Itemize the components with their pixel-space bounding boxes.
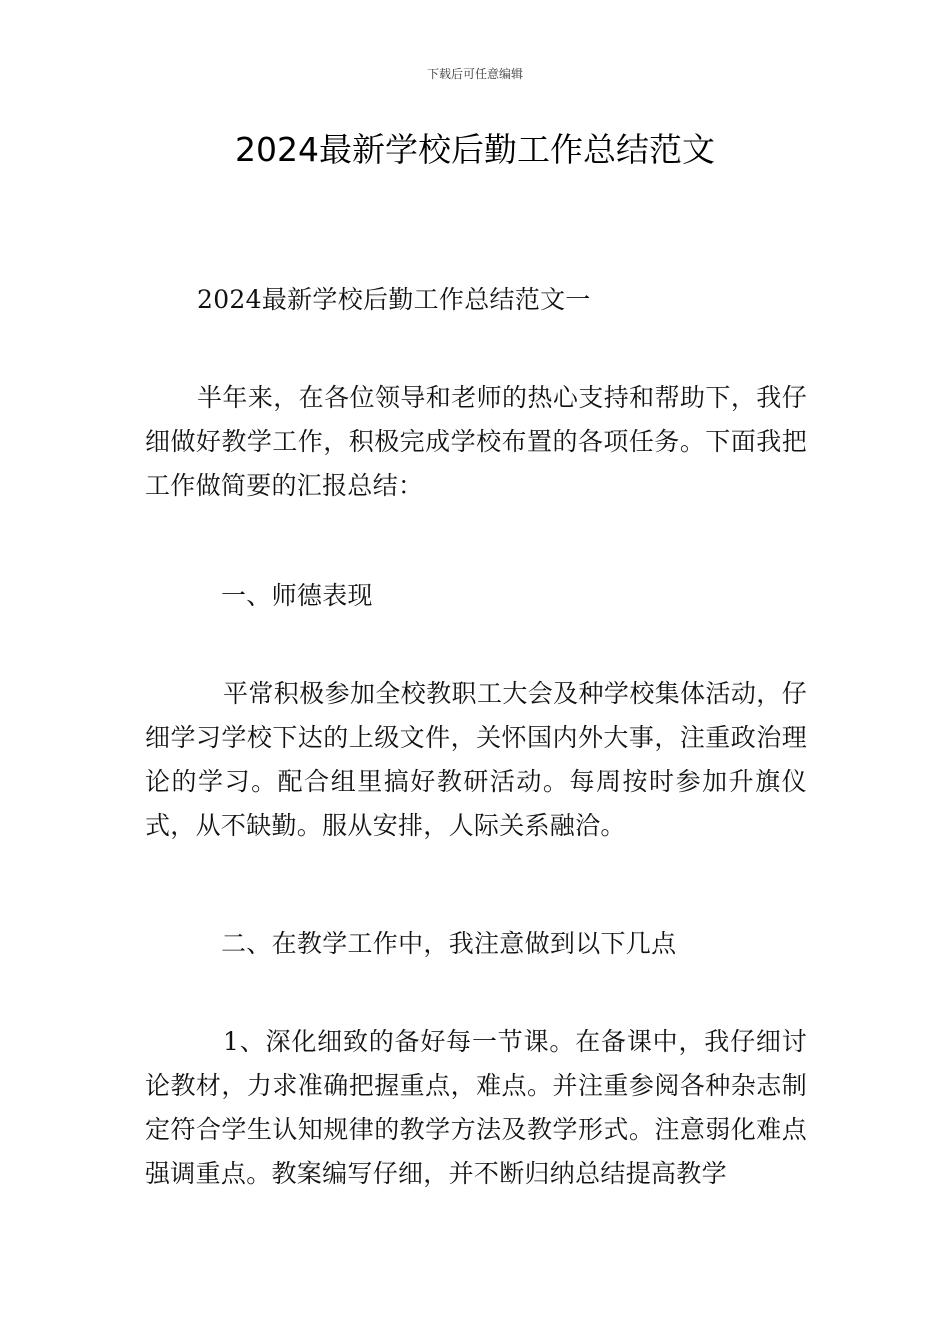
section-heading-1: 一、师德表现 — [221, 581, 373, 610]
header-note: 下载后可任意编辑 — [426, 67, 523, 81]
intro-paragraph: 半年来，在各位领导和老师的热心支持和帮助下，我仔细做好教学工作，积极完成学校布置的各项任务。下面我把工作做简要的汇报总结： — [145, 383, 807, 500]
section-2-item-1-paragraph: 1、深化细致的备好每一节课。在备课中，我仔细讨论教材，力求准确把握重点，难点。并注重参阅各种杂志制定符合学生认知规律的教学方法及教学形式。注意弱化难点强调重点。教案编写仔细，并不断归纳总结提高教学 — [145, 1027, 807, 1188]
section-subtitle: 2024最新学校后勤工作总结范文一 — [197, 285, 591, 314]
document-title: 2024最新学校后勤工作总结范文 — [235, 130, 715, 169]
section-1-paragraph: 平常积极参加全校教职工大会及种学校集体活动，仔细学习学校下达的上级文件，关怀国内外大事，注重政治理论的学习。配合组里搞好教研活动。每周按时参加升旗仪式，从不缺勤。服从安排，人际关系融洽。 — [145, 679, 807, 840]
section-heading-2: 二、在教学工作中，我注意做到以下几点 — [221, 929, 677, 958]
